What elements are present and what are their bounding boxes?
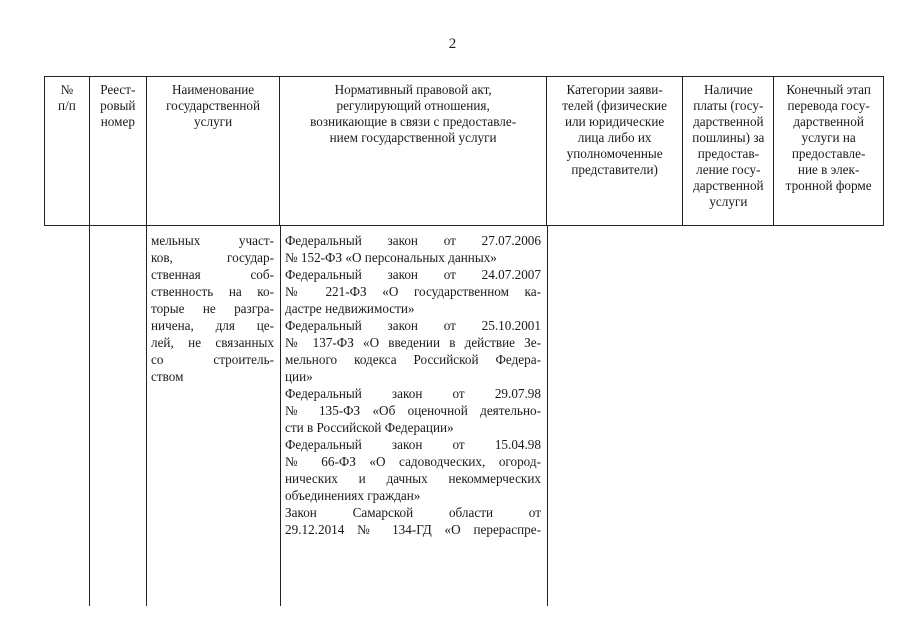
text-line: ственная соб- bbox=[151, 267, 274, 282]
text-line: мельных участ- bbox=[151, 233, 274, 248]
text-line: лей, не связанных bbox=[151, 335, 274, 350]
header-cell-electronic-stage bbox=[774, 77, 883, 225]
header-line: Наличие bbox=[704, 82, 753, 97]
header-line: телей (физические bbox=[562, 98, 667, 113]
header-line: дарственной bbox=[693, 178, 764, 193]
header-line: дарственной bbox=[693, 114, 764, 129]
header-line: уполномоченные bbox=[566, 146, 663, 161]
header-line: предоставле- bbox=[791, 146, 866, 161]
header-line: государственной bbox=[166, 98, 261, 113]
header-line: номер bbox=[100, 114, 135, 129]
header-line: дарственной bbox=[793, 114, 864, 129]
page-number: 2 bbox=[448, 36, 457, 52]
text-line: ции» bbox=[285, 369, 313, 384]
header-line: представители) bbox=[571, 162, 658, 177]
text-line: ственность на ко- bbox=[151, 284, 274, 299]
header-line: платы (госу- bbox=[693, 98, 764, 113]
header-line: возникающие в связи с предоставле- bbox=[310, 114, 517, 129]
text-line: № 137-ФЗ «О введении в действие Зе- bbox=[285, 335, 541, 350]
header-line: тронной форме bbox=[785, 178, 872, 193]
text-line: Федеральный закон от 15.04.98 bbox=[285, 437, 541, 452]
header-line: услуги bbox=[709, 194, 748, 209]
cell-registry-number bbox=[89, 226, 146, 606]
header-line: услуги на bbox=[801, 130, 856, 145]
text-line: № 221-ФЗ «О государственном ка- bbox=[285, 284, 541, 299]
header-line: пошлины) за bbox=[692, 130, 765, 145]
text-line: ничена, для це- bbox=[151, 318, 274, 333]
cell-number bbox=[44, 226, 89, 606]
text-line: мельного кодекса Российской Федера- bbox=[285, 352, 541, 367]
text-line: нических и дачных некоммерческих bbox=[285, 471, 541, 486]
text-line: торые не разгра- bbox=[151, 301, 274, 316]
cell-fee bbox=[684, 226, 775, 606]
header-line: Реест- bbox=[100, 82, 136, 97]
header-line: № bbox=[60, 82, 74, 97]
cell-applicant-categories bbox=[547, 226, 684, 606]
header-line: лица либо их bbox=[577, 130, 652, 145]
text-line: Федеральный закон от 25.10.2001 bbox=[285, 318, 541, 333]
header-line: услуги bbox=[194, 114, 233, 129]
text-line: № 66-ФЗ «О садоводческих, огород- bbox=[285, 454, 541, 469]
header-cell-number bbox=[45, 77, 90, 225]
header-cell-service-name bbox=[147, 77, 281, 225]
header-line: ровый bbox=[100, 98, 136, 113]
header-line: Конечный этап bbox=[786, 82, 871, 97]
header-cell-registry-number bbox=[90, 77, 147, 225]
text-line: № 135-ФЗ «Об оценочной деятельно- bbox=[285, 403, 541, 418]
text-line: сти в Российской Федерации» bbox=[285, 420, 454, 435]
text-line: объединениях граждан» bbox=[285, 488, 421, 503]
text-line: ков, государ- bbox=[151, 250, 274, 265]
header-line: регулирующий отношения, bbox=[336, 98, 490, 113]
text-line: Федеральный закон от 24.07.2007 bbox=[285, 267, 541, 282]
header-line: п/п bbox=[58, 98, 76, 113]
cell-electronic-stage bbox=[775, 226, 884, 606]
text-line: Закон Самарской области от bbox=[285, 505, 541, 520]
header-line: Наименование bbox=[172, 82, 255, 97]
header-line: перевода госу- bbox=[787, 98, 870, 113]
table-header-row bbox=[44, 76, 884, 226]
header-cell-legal-act bbox=[280, 77, 546, 225]
header-line: нием государственной услуги bbox=[329, 130, 497, 145]
text-line: ством bbox=[151, 369, 184, 384]
header-line: ление госу- bbox=[696, 162, 761, 177]
header-cell-applicant-categories bbox=[547, 77, 684, 225]
text-line: № 152-ФЗ «О персональных данных» bbox=[285, 250, 497, 265]
text-line: Федеральный закон от 27.07.2006 bbox=[285, 233, 541, 248]
cell-legal-acts bbox=[280, 226, 547, 606]
header-line: предостав- bbox=[697, 146, 759, 161]
header-cell-fee bbox=[683, 77, 774, 225]
text-line: со строитель- bbox=[151, 352, 274, 367]
cell-service-name bbox=[146, 226, 280, 606]
text-line: Федеральный закон от 29.07.98 bbox=[285, 386, 541, 401]
text-line: 29.12.2014 № 134-ГД «О перераспре- bbox=[285, 522, 541, 537]
header-line: или юридические bbox=[565, 114, 665, 129]
header-line: Категории заяви- bbox=[566, 82, 663, 97]
header-line: Нормативный правовой акт, bbox=[334, 82, 492, 97]
text-line: дастре недвижимости» bbox=[285, 301, 415, 316]
header-line: ние в элек- bbox=[797, 162, 860, 177]
services-table bbox=[44, 76, 884, 606]
table-row bbox=[44, 226, 884, 606]
